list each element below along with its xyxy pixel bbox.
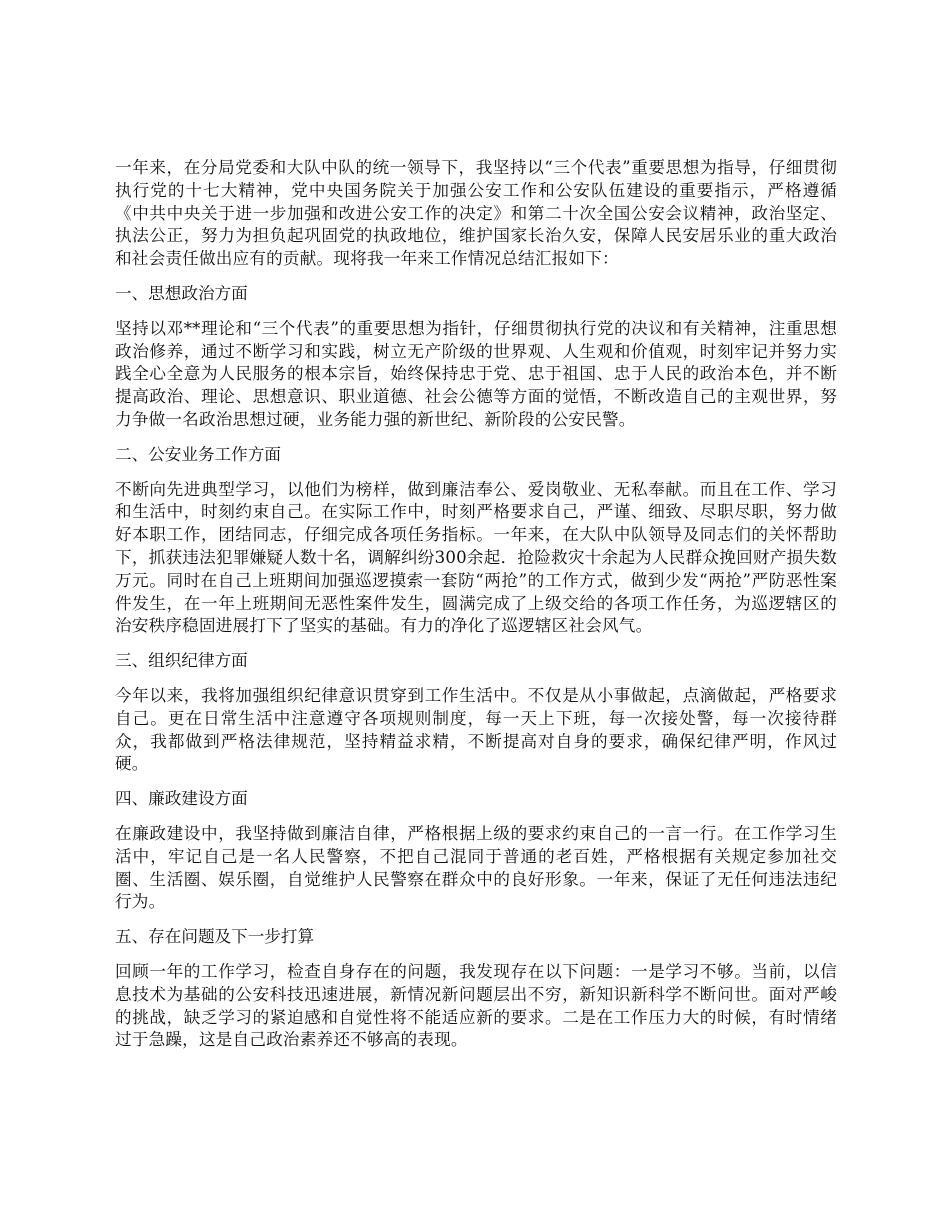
section-body-police-work: 不断向先进典型学习，以他们为榜样，做到廉洁奉公、爱岗敬业、无私奉献。而且在工作、学习和生活中，时刻约束自己。在实际工作中，时刻严格要求自己，严谨、细致、尽职尽职，努力做好本职工作，团结同志，仔细完成各项任务指标。一年来，在大队中队领导及同志们的关怀帮助下，抓获违法犯罪嫌疑人数十名，调解纠纷300余起．抢险救灾十余起为人民群众挽回财产损失数万元。同时在自己上班期间加强巡逻摸索一套防“两抢”的工作方式，做到少发“两抢”严防恶性案件发生，在一年上班期间无恶性案件发生，圆满完成了上级交给的各项工作任务，为巡逻辖区的治安秩序稳固进展打下了坚实的基础。有力的净化了巡逻辖区社会风气。 xyxy=(115,479,837,636)
section-heading-police-work: 二、公安业务工作方面 xyxy=(115,444,281,464)
document-page xyxy=(115,157,837,1052)
section-body-problems: 回顾一年的工作学习，检查自身存在的问题，我发现存在以下问题：一是学习不够。当前，以信息技术为基础的公安科技迅速进展，新情况新问题层出不穷，新知识新科学不断问世。面对严峻的挑战，缺乏学习的紧迫感和自觉性将不能适应新的要求。二是在工作压力大的时候，有时情绪过于急躁，这是自己政治素养还不够高的表现。 xyxy=(115,961,837,1050)
section-body-discipline: 今年以来，我将加强组织纪律意识贯穿到工作生活中。不仅是从小事做起，点滴做起，严格要求自己。更在日常生活中注意遵守各项规则制度，每一天上下班，每一次接处警，每一次接待群众，我都做到严格法律规范，坚持精益求精，不断提高对自身的要求，确保纪律严明，作风过硬。 xyxy=(115,685,837,774)
section-heading-problems: 五、存在问题及下一步打算 xyxy=(115,927,315,947)
section-heading-discipline: 三、组织纪律方面 xyxy=(115,651,248,671)
intro-paragraph: 一年来，在分局党委和大队中队的统一领导下，我坚持以“三个代表”重要思想为指导，仔细贯彻执行党的十七大精神，党中央国务院关于加强公安工作和公安队伍建设的重要指示，严格遵循《中共中央关于进一步加强和改进公安工作的决定》和第二十次全国公安会议精神，政治坚定、执法公正，努力为担负起巩固党的执政地位，维护国家长治久安，保障人民安居乐业的重大政治和社会责任做出应有的贡献。现将我一年来工作情况总结汇报如下： xyxy=(115,158,837,269)
section-body-ideology: 坚持以邓**理论和“三个代表”的重要思想为指针，仔细贯彻执行党的决议和有关精神，注重思想政治修养，通过不断学习和实践，树立无产阶级的世界观、人生观和价值观，时刻牢记并努力实践全心全意为人民服务的根本宗旨，始终保持忠于党、忠于祖国、忠于人民的政治本色，并不断提高政治、理论、思想意识、职业道德、社会公德等方面的觉悟，不断改造自己的主观世界，努力争做一名政治思想过硬，业务能力强的新世纪、新阶段的公安民警。 xyxy=(115,318,837,429)
section-heading-integrity: 四、廉政建设方面 xyxy=(115,789,248,809)
section-body-integrity: 在廉政建设中，我坚持做到廉洁自律，严格根据上级的要求约束自己的一言一行。在工作学习生活中，牢记自己是一名人民警察，不把自己混同于普通的老百姓，严格根据有关规定参加社交圈、生活圈、娱乐圈，自觉维护人民警察在群众中的良好形象。一年来，保证了无任何违法违纪行为。 xyxy=(115,823,837,912)
section-heading-ideology: 一、思想政治方面 xyxy=(115,283,248,303)
